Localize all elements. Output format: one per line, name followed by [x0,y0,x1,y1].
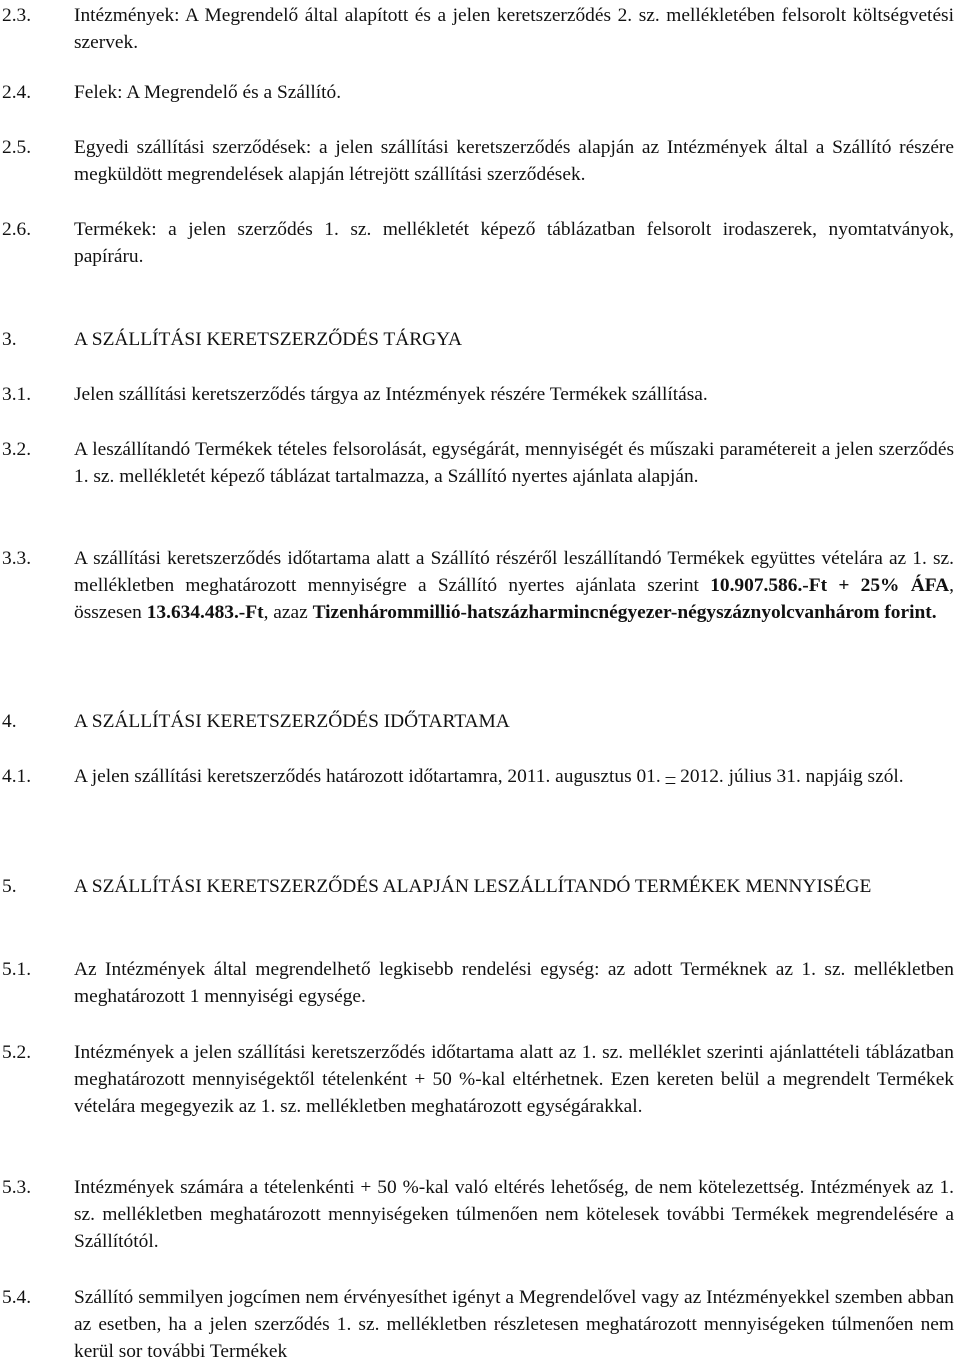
clause-text: Intézmények számára a tételenkénti + 50 %-kal való eltérés lehetőség, de nem kötelezettség. Intézmények az 1. sz. mellékletben meghatározott mennyiségeken túlmenően nem kötelesek további Termékek megrendelésére a Szállítótól. [74,1177,954,1252]
clause-text-part: A szállítási keretszerződés időtartama alatt a Szállító részéről leszállítandó Termékek együttes vételára az 1. sz. mellékletben meghatározott mennyiségre a Szállító nyertes ajánlata szerint [74,548,954,596]
clause-number: 5.1. [2,959,32,980]
clause-text: Intézmények: A Megrendelő által alapított és a jelen keretszerződés 2. sz. mellékletében felsorolt költségvetési szervek. [74,5,954,53]
clause-text: Az Intézmények által megrendelhető legkisebb rendelési egység: az adott Terméknek az 1. sz. mellékletben meghatározott 1 mennyiségi egysége. [74,959,954,1007]
clause-3-2 [0,436,960,490]
clause-number: 5.2. [2,1042,32,1063]
clause-text-part: , azaz [263,602,313,623]
section-number: 5. [2,876,17,897]
clause-5-4 [0,1284,960,1365]
clause-text: Felek: A Megrendelő és a Szállító. [74,82,342,103]
clause-5-1 [0,956,960,1010]
section-heading-5 [0,873,960,900]
clause-text: Termékek: a jelen szerződés 1. sz. mellékletét képező táblázatban felsorolt irodaszerek, nyomtatványok, papíráru. [74,219,954,267]
clause-number: 5.4. [2,1287,32,1308]
clause-2-4 [0,79,960,106]
clause-text: A leszállítandó Termékek tételes felsorolását, egységárát, mennyiségét és műszaki paramétereit a jelen szerződés 1. sz. mellékletét képező táblázat tartalmazza, a Szállító nyertes ajánlata alapján. [74,439,954,487]
clause-2-6 [0,216,960,270]
date-range-dash: – [665,766,676,787]
clause-4-1 [0,763,960,790]
section-heading-4 [0,708,960,735]
clause-2-3 [0,2,960,56]
clause-text: Egyedi szállítási szerződések: a jelen szállítási keretszerződés alapján az Intézmények által a Szállító részére megküldött megrendelések alapján létrejött szállítási szerződések. [74,137,954,185]
clause-number: 3.2. [2,439,32,460]
section-title: A SZÁLLÍTÁSI KERETSZERZŐDÉS TÁRGYA [74,329,462,350]
clause-number: 2.3. [2,5,32,26]
clause-text: Jelen szállítási keretszerződés tárgya az Intézmények részére Termékek szállítása. [74,384,708,405]
clause-5-2 [0,1039,960,1120]
clause-number: 3.3. [2,548,32,569]
clause-number: 4.1. [2,766,32,787]
clause-number: 3.1. [2,384,32,405]
clause-text [74,545,954,626]
clause-number: 5.3. [2,1177,32,1198]
gross-price: 13.634.483.-Ft [146,602,264,623]
section-heading-3 [0,326,960,353]
clause-3-3 [0,545,960,626]
clause-text: Szállító semmilyen jogcímen nem érvényesíthet igényt a Megrendelővel vagy az Intézményekkel szemben abban az esetben, ha a jelen szerződés 1. sz. mellékletben részletesen meghatározott mennyiségeken túlmenően nem kerül sor további Termékek [74,1287,954,1362]
clause-number: 2.4. [2,82,32,103]
clause-5-3 [0,1174,960,1255]
price-in-words: Tizenhárommillió-hatszázharmincnégyezer-négyszáznyolcvanhárom forint. [312,602,937,623]
clause-3-1 [0,381,960,408]
clause-2-5 [0,134,960,188]
section-number: 4. [2,711,17,732]
clause-text: Intézmények a jelen szállítási keretszerződés időtartama alatt az 1. sz. melléklet szerinti ajánlattételi táblázatban meghatározott mennyiségektől tételenként + 50 %-kal eltérhetnek. Ezen kereten belül a megrendelt Termékek vételára megegyezik az 1. sz. mellékletben meghatározott egységárakkal. [74,1042,954,1117]
clause-text-part: 2012. július 31. napjáig szól. [675,766,904,787]
section-number: 3. [2,329,17,350]
clause-text [74,763,954,790]
section-title: A SZÁLLÍTÁSI KERETSZERZŐDÉS IDŐTARTAMA [74,711,510,732]
section-title: A SZÁLLÍTÁSI KERETSZERZŐDÉS ALAPJÁN LESZÁLLÍTANDÓ TERMÉKEK MENNYISÉGE [74,876,872,897]
clause-number: 2.5. [2,137,32,158]
net-price: 10.907.586.-Ft + 25% ÁFA [710,575,950,596]
clause-number: 2.6. [2,219,32,240]
clause-text-part: A jelen szállítási keretszerződés határozott időtartamra, 2011. augusztus 01. [74,766,666,787]
clause-text-part: , összesen [74,575,954,623]
